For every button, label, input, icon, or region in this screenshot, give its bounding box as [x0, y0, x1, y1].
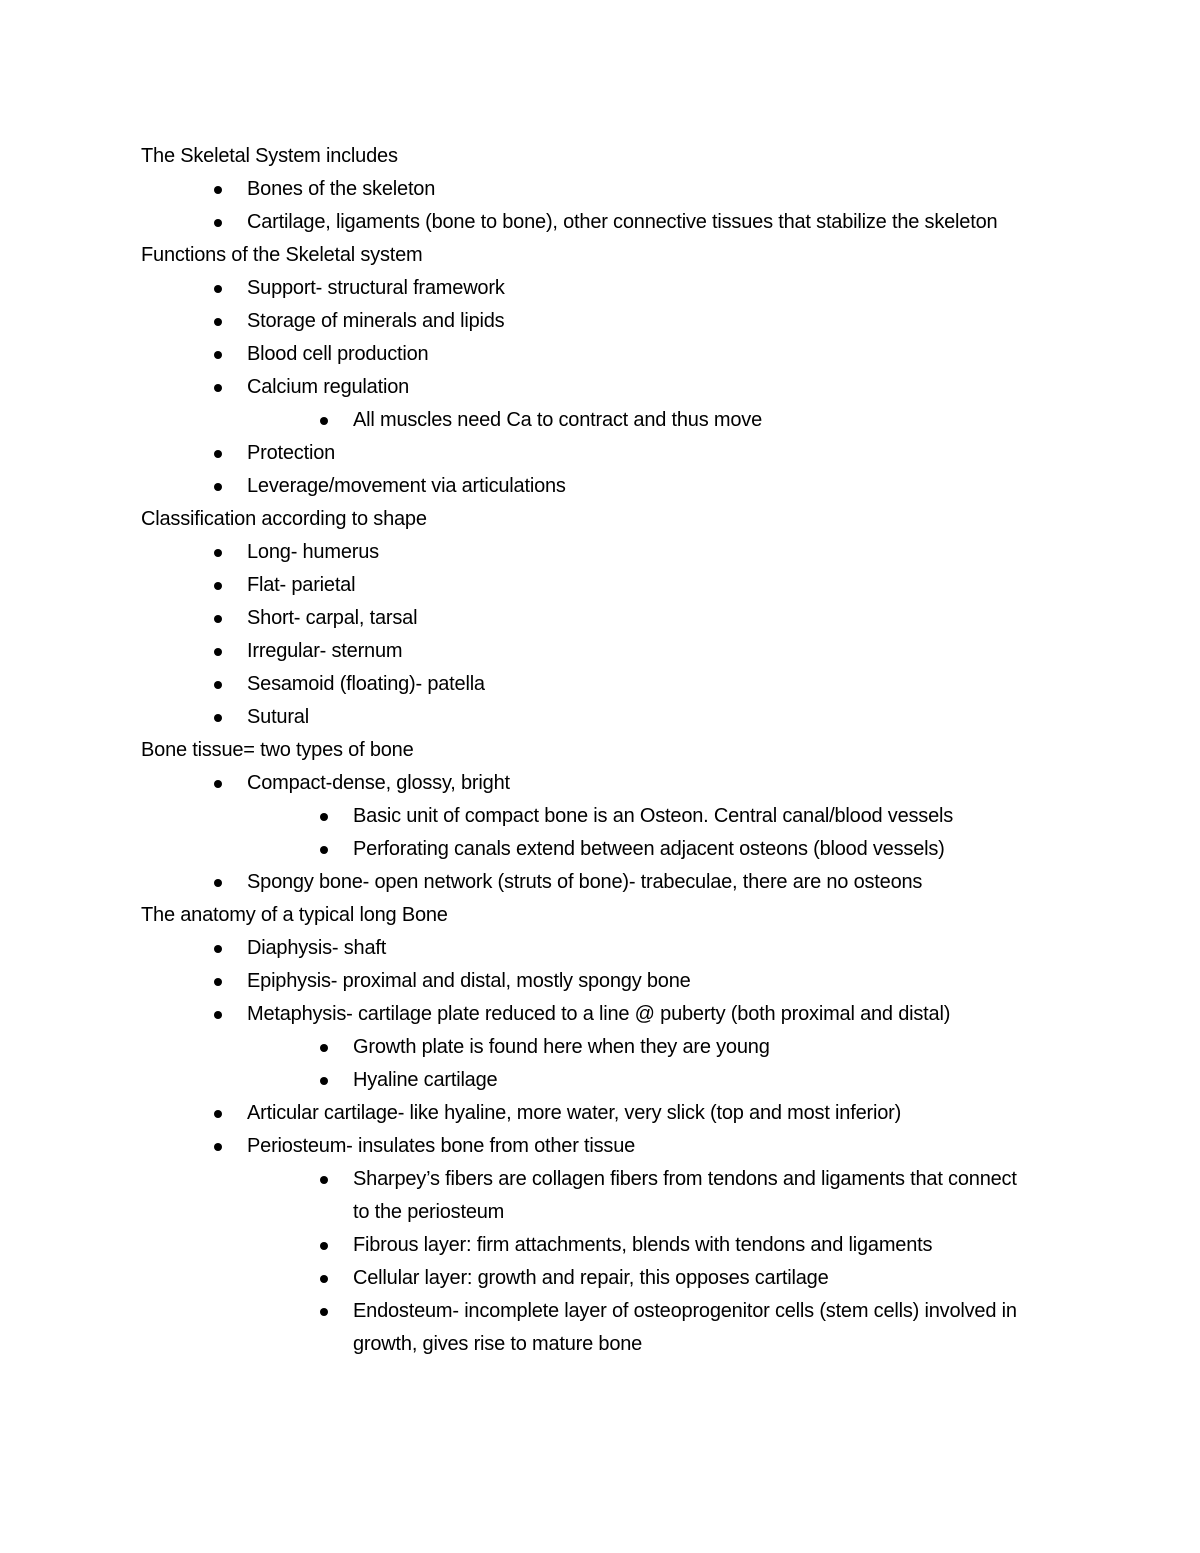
bullet-icon — [320, 846, 328, 854]
list-item-text: Long- humerus — [247, 541, 379, 563]
list-item-text: Fibrous layer: firm attachments, blends with tendons and ligaments — [353, 1234, 933, 1256]
list-item — [141, 338, 1061, 371]
list-item — [141, 668, 1061, 701]
list-item — [141, 305, 1061, 338]
list-item-text: Compact-dense, glossy, bright — [247, 772, 510, 794]
list-item-text: All muscles need Ca to contract and thus move — [353, 409, 762, 431]
bullet-icon — [320, 1176, 328, 1184]
bullet-icon — [214, 681, 222, 689]
list-item — [141, 833, 1061, 866]
list-item — [141, 470, 1061, 503]
bullet-icon — [320, 813, 328, 821]
list-item-text: Perforating canals extend between adjacent osteons (blood vessels) — [353, 838, 945, 860]
bullet-icon — [214, 780, 222, 788]
list-item-text: Storage of minerals and lipids — [247, 310, 505, 332]
list-item-text: Sharpey’s fibers are collagen fibers from tendons and ligaments that connect to the periosteum — [353, 1168, 1017, 1223]
bullet-icon — [214, 978, 222, 986]
document-content — [141, 140, 1061, 1361]
bullet-icon — [214, 219, 222, 227]
list-item — [141, 767, 1061, 800]
list-item-text: Leverage/movement via articulations — [247, 475, 566, 497]
bullet-icon — [320, 417, 328, 425]
bullet-icon — [214, 1011, 222, 1019]
list-item-text: Growth plate is found here when they are young — [353, 1036, 770, 1058]
bullet-icon — [320, 1077, 328, 1085]
list-item — [141, 536, 1061, 569]
bullet-icon — [214, 714, 222, 722]
bullet-icon — [320, 1242, 328, 1250]
bullet-icon — [214, 285, 222, 293]
bullet-icon — [214, 879, 222, 887]
list-item — [141, 1262, 1061, 1295]
list-item-text: Articular cartilage- like hyaline, more water, very slick (top and most inferior) — [247, 1102, 902, 1124]
section-heading: Bone tissue= two types of bone — [141, 739, 414, 761]
list-item — [141, 800, 1061, 833]
bullet-icon — [214, 1110, 222, 1118]
list-item-text: Flat- parietal — [247, 574, 356, 596]
bullet-icon — [214, 351, 222, 359]
bullet-list — [141, 272, 1061, 503]
list-item — [141, 371, 1061, 404]
list-item-text: Cartilage, ligaments (bone to bone), other connective tissues that stabilize the skeleton — [247, 211, 998, 233]
bullet-icon — [214, 945, 222, 953]
bullet-icon — [214, 1143, 222, 1151]
list-item — [141, 998, 1061, 1031]
list-item-text: Endosteum- incomplete layer of osteoprogenitor cells (stem cells) involved in growth, gives rise to mature bone — [353, 1300, 1017, 1355]
list-item-text: Support- structural framework — [247, 277, 505, 299]
bullet-icon — [214, 186, 222, 194]
list-item-text: Sesamoid (floating)- patella — [247, 673, 485, 695]
bullet-icon — [214, 384, 222, 392]
section-heading: The Skeletal System includes — [141, 145, 398, 167]
list-item-text: Periosteum- insulates bone from other tissue — [247, 1135, 636, 1157]
bullet-icon — [214, 483, 222, 491]
bullet-list — [141, 173, 1061, 239]
list-item-text: Epiphysis- proximal and distal, mostly spongy bone — [247, 970, 691, 992]
list-item — [141, 1064, 1061, 1097]
list-item — [141, 1130, 1061, 1163]
list-item — [141, 635, 1061, 668]
bullet-list — [141, 536, 1061, 734]
list-item — [141, 206, 1061, 239]
bullet-icon — [320, 1308, 328, 1316]
bullet-icon — [214, 615, 222, 623]
bullet-icon — [214, 318, 222, 326]
list-item-text: Hyaline cartilage — [353, 1069, 498, 1091]
list-item-text: Protection — [247, 442, 336, 464]
list-item — [141, 404, 1061, 437]
list-item — [141, 1229, 1061, 1262]
list-item — [141, 1163, 1061, 1229]
list-item — [141, 272, 1061, 305]
list-item-text: Sutural — [247, 706, 309, 728]
list-item — [141, 1097, 1061, 1130]
bullet-list — [141, 767, 1061, 899]
bullet-icon — [214, 648, 222, 656]
bullet-icon — [320, 1275, 328, 1283]
section-heading: Functions of the Skeletal system — [141, 244, 423, 266]
bullet-icon — [214, 450, 222, 458]
list-item-text: Cellular layer: growth and repair, this opposes cartilage — [353, 1267, 829, 1289]
section-heading: The anatomy of a typical long Bone — [141, 904, 448, 926]
bullet-list — [141, 932, 1061, 1361]
list-item — [141, 1031, 1061, 1064]
list-item — [141, 866, 1061, 899]
list-item-text: Bones of the skeleton — [247, 178, 436, 200]
list-item-text: Short- carpal, tarsal — [247, 607, 418, 629]
list-item-text: Irregular- sternum — [247, 640, 403, 662]
list-item-text: Calcium regulation — [247, 376, 410, 398]
list-item — [141, 602, 1061, 635]
section-heading: Classification according to shape — [141, 508, 427, 530]
list-item-text: Metaphysis- cartilage plate reduced to a line @ puberty (both proximal and distal) — [247, 1003, 951, 1025]
list-item — [141, 1295, 1061, 1361]
list-item-text: Blood cell production — [247, 343, 429, 365]
list-item — [141, 569, 1061, 602]
list-item — [141, 437, 1061, 470]
list-item — [141, 701, 1061, 734]
bullet-icon — [320, 1044, 328, 1052]
bullet-icon — [214, 549, 222, 557]
list-item-text: Diaphysis- shaft — [247, 937, 387, 959]
list-item — [141, 965, 1061, 998]
list-item — [141, 173, 1061, 206]
bullet-icon — [214, 582, 222, 590]
list-item — [141, 932, 1061, 965]
list-item-text: Basic unit of compact bone is an Osteon. Central canal/blood vessels — [353, 805, 954, 827]
list-item-text: Spongy bone- open network (struts of bone)- trabeculae, there are no osteons — [247, 871, 923, 893]
